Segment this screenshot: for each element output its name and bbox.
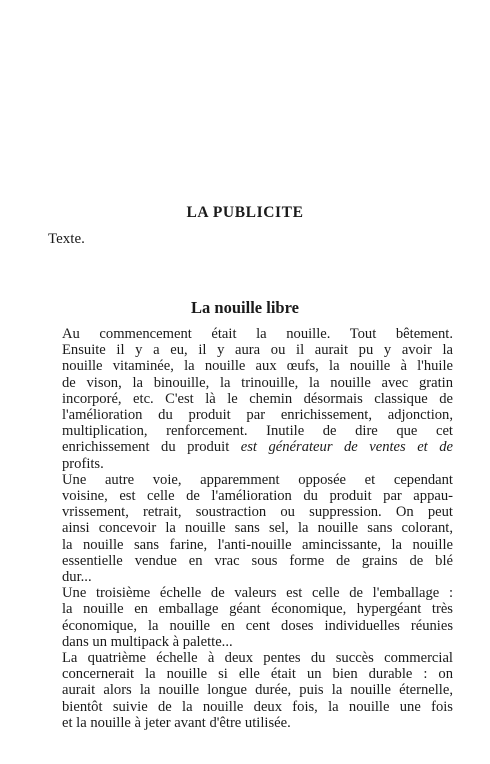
section-subtitle: Texte. bbox=[48, 231, 85, 247]
paragraph-4 bbox=[48, 650, 453, 731]
section-title: LA PUBLICITE bbox=[186, 204, 304, 221]
text-line: La quatrième échelle à deux pentes du succès commercial bbox=[62, 650, 453, 667]
text-line: Ensuite il y a eu, il y aura ou il aurait pu y avoir la bbox=[62, 342, 453, 359]
paragraph-2 bbox=[48, 472, 453, 585]
article-heading: La nouille libre bbox=[191, 298, 299, 317]
text-line-italic: profits. bbox=[62, 455, 104, 472]
article-body bbox=[48, 326, 453, 731]
text-line: Au commencement était la nouille. Tout bêtement. bbox=[62, 326, 453, 342]
text-normal: enrichissement du produit bbox=[62, 439, 241, 456]
text-line: Une troisième échelle de valeurs est celle de l'emballage : bbox=[62, 585, 453, 602]
text-line: incorporé, etc. C'est là le chemin désormais classique de bbox=[62, 390, 453, 407]
text-line: l'amélioration du produit par enrichissement, adjonction, bbox=[62, 407, 453, 424]
text-line: aurait alors la nouille longue durée, puis la nouille éternelle, bbox=[62, 682, 453, 699]
text-line: de vison, la binouille, la trinouille, la nouille avec gratin bbox=[62, 374, 453, 391]
text-line: concernerait la nouille si elle était un bien durable : on bbox=[62, 666, 453, 683]
text-line: la nouille en emballage géant économique, hypergéant très bbox=[62, 601, 453, 618]
text-line: multiplication, renforcement. Inutile de dire que cet bbox=[62, 423, 453, 440]
text-italic: est générateur de ventes et de bbox=[240, 439, 453, 456]
text-line: Une autre voie, apparemment opposée et cependant bbox=[62, 471, 453, 488]
text-line-mixed bbox=[48, 439, 453, 455]
text-line: bientôt suivie de la nouille deux fois, la nouille une fois bbox=[62, 698, 453, 715]
text-line: voisine, est celle de l'amélioration du produit par appau- bbox=[62, 488, 453, 505]
paragraph-3 bbox=[48, 585, 453, 650]
text-line: vrissement, retrait, soustraction ou suppression. On peut bbox=[62, 504, 453, 521]
text-line: économique, la nouille en cent doses individuelles réunies bbox=[62, 617, 453, 634]
text-line: et la nouille à jeter avant d'être utilisée. bbox=[62, 714, 291, 731]
text-line: dans un multipack à palette... bbox=[62, 633, 233, 650]
paragraph-1 bbox=[48, 326, 453, 472]
text-line: ainsi concevoir la nouille sans sel, la nouille sans colorant, bbox=[62, 520, 453, 537]
text-line: dur... bbox=[62, 569, 92, 586]
text-line: essentielle vendue en vrac sous forme de grains de blé bbox=[62, 552, 453, 569]
text-line: nouille vitaminée, la nouille aux œufs, la nouille à l'huile bbox=[62, 358, 453, 375]
text-line: la nouille sans farine, l'anti-nouille amincissante, la nouille bbox=[62, 536, 453, 553]
